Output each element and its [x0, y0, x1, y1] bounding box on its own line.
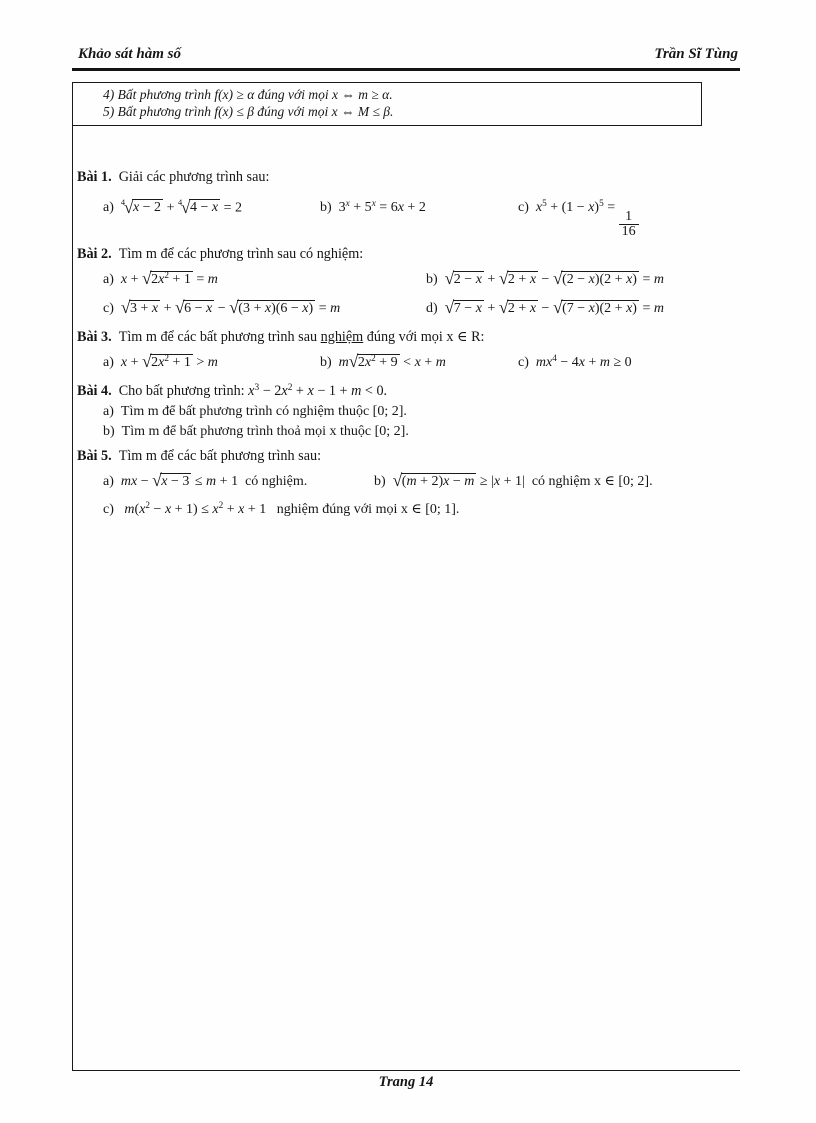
- item-tag: a): [103, 404, 114, 420]
- math-formula: √(m + 2)x − m ≥ |x + 1|: [392, 470, 525, 491]
- exercise-bai-1: [73, 167, 740, 240]
- math-formula: √2 − x + √2 + x − √(2 − x)(2 + x) = m: [444, 268, 664, 289]
- exercise-item-d: [426, 294, 740, 323]
- item-tag: b): [426, 272, 438, 288]
- item-tag: d): [426, 301, 438, 317]
- item-text: Tìm m để bất phương trình có nghiệm thuộc [0; 2].: [120, 404, 407, 420]
- exercise-item-b: [73, 422, 740, 442]
- item-tag: a): [103, 474, 114, 490]
- exercise-item-b: [320, 193, 518, 222]
- page-header: [78, 46, 738, 63]
- exercise-label: Bài 3.: [77, 329, 112, 346]
- math-formula: mx − √x − 3 ≤ m + 1: [120, 470, 239, 491]
- item-tag: b): [374, 474, 386, 490]
- content-frame: [72, 82, 740, 1071]
- exercise-heading: [73, 446, 740, 466]
- exercise-title: Tìm m để các phương trình sau có nghiệm:: [118, 246, 364, 263]
- item-tag: a): [103, 272, 114, 288]
- title-text: Tìm m để các bất phương trình sau: [118, 329, 321, 346]
- exercise-row: [73, 188, 740, 240]
- exercise-heading: [73, 167, 740, 187]
- page-footer: [72, 1074, 740, 1091]
- math-formula: $x^5 + (1 - x)^5$ = $\frac{1}{16}$: [536, 193, 639, 240]
- exercise-item-a: [103, 188, 320, 222]
- heading-suffix: .: [383, 383, 388, 400]
- item-tag: c): [518, 355, 529, 371]
- summary-item-5: 5) Bất phương trình f(x) ≤ β đúng với mọi x ⇔ M ≤ β.: [103, 103, 394, 119]
- exercise-bai-2: [73, 244, 740, 323]
- summary-box: [73, 82, 702, 126]
- math-formula: $mx^4 - 4x + m \ge 0$: [535, 352, 632, 371]
- math-formula: $x^3 - 2x^2 + x - 1 + m < 0$: [248, 382, 384, 400]
- exercise-item-b: [320, 348, 518, 377]
- exercise-item-c: [518, 193, 740, 240]
- exercise-title: Tìm m để các bất phương trình sau:: [118, 448, 322, 465]
- summary-item-4: 4) Bất phương trình f(x) ≥ α đúng với mọi x ⇔ m ≥ α.: [103, 87, 393, 102]
- exercise-item-c: [103, 294, 426, 323]
- exercise-title: Cho bất phương trình:: [118, 383, 245, 400]
- exercise-row: [73, 294, 740, 323]
- math-formula: √3 + x + √6 − x − √(3 + x)(6 − x) = m: [120, 297, 341, 318]
- item-tag: b): [103, 424, 115, 440]
- exercise-label: Bài 2.: [77, 246, 112, 263]
- math-formula: $m√2x^2 + 9 < x + m$: [338, 351, 446, 372]
- title-underlined-word: nghiệm: [320, 329, 364, 346]
- item-tag: c): [518, 200, 529, 216]
- title-text: đúng với mọi x ∈ R:: [363, 329, 485, 346]
- math-formula: 4√x − 2 + 4√4 − x = 2: [120, 196, 243, 217]
- exercise-heading: [73, 381, 740, 401]
- exercise-item-a: [103, 348, 320, 377]
- exercise-item-c: [73, 496, 740, 523]
- exercise-heading: [73, 327, 740, 347]
- exercise-bai-4: [73, 381, 740, 442]
- item-tag: a): [103, 355, 114, 371]
- exercise-list: [73, 167, 740, 523]
- item-tag: c): [103, 502, 114, 518]
- exercise-bai-3: [73, 327, 740, 377]
- page-number: Trang 14: [378, 1074, 434, 1090]
- item-text: có nghiệm.: [245, 474, 308, 490]
- header-rule: [72, 68, 740, 71]
- header-author: Trần Sĩ Tùng: [654, 46, 738, 62]
- item-tag: a): [103, 200, 114, 216]
- exercise-row: [73, 467, 740, 496]
- math-formula: $x + √2x^2 + 1 > m$: [120, 351, 218, 372]
- exercise-item-a: [73, 402, 740, 422]
- item-text: nghiệm đúng với mọi x ∈ [0; 1].: [276, 502, 460, 518]
- exercise-title: [119, 329, 485, 345]
- exercise-title: Giải các phương trình sau:: [118, 169, 270, 185]
- exercise-bai-5: [73, 446, 740, 523]
- exercise-item-c: [518, 348, 740, 377]
- math-formula: $m(x^2 - x + 1) \le x^2 + x + 1$: [124, 499, 267, 518]
- math-formula: $3^x + 5^x = 6x + 2$: [338, 198, 426, 216]
- item-text: Tìm m để bất phương trình thoả mọi x thuộc [0; 2].: [121, 424, 409, 440]
- item-tag: c): [103, 301, 114, 317]
- exercise-item-b: [374, 467, 740, 496]
- header-book-title: Khảo sát hàm số: [78, 46, 181, 62]
- item-text: có nghiệm x ∈ [0; 2].: [531, 474, 653, 490]
- item-tag: b): [320, 200, 332, 216]
- exercise-item-a: [103, 265, 426, 294]
- exercise-label: Bài 5.: [77, 448, 112, 465]
- math-formula: √7 − x + √2 + x − √(7 − x)(2 + x) = m: [444, 297, 664, 318]
- exercise-heading: [73, 244, 740, 264]
- exercise-row: [73, 348, 740, 377]
- exercise-item-a: [103, 467, 374, 496]
- item-tag: b): [320, 355, 332, 371]
- math-formula: $x + √2x^2 + 1 = m$: [120, 268, 218, 289]
- exercise-row: [73, 265, 740, 294]
- exercise-label: Bài 1.: [77, 169, 112, 185]
- exercise-label: Bài 4.: [77, 383, 112, 400]
- exercise-item-b: [426, 265, 740, 294]
